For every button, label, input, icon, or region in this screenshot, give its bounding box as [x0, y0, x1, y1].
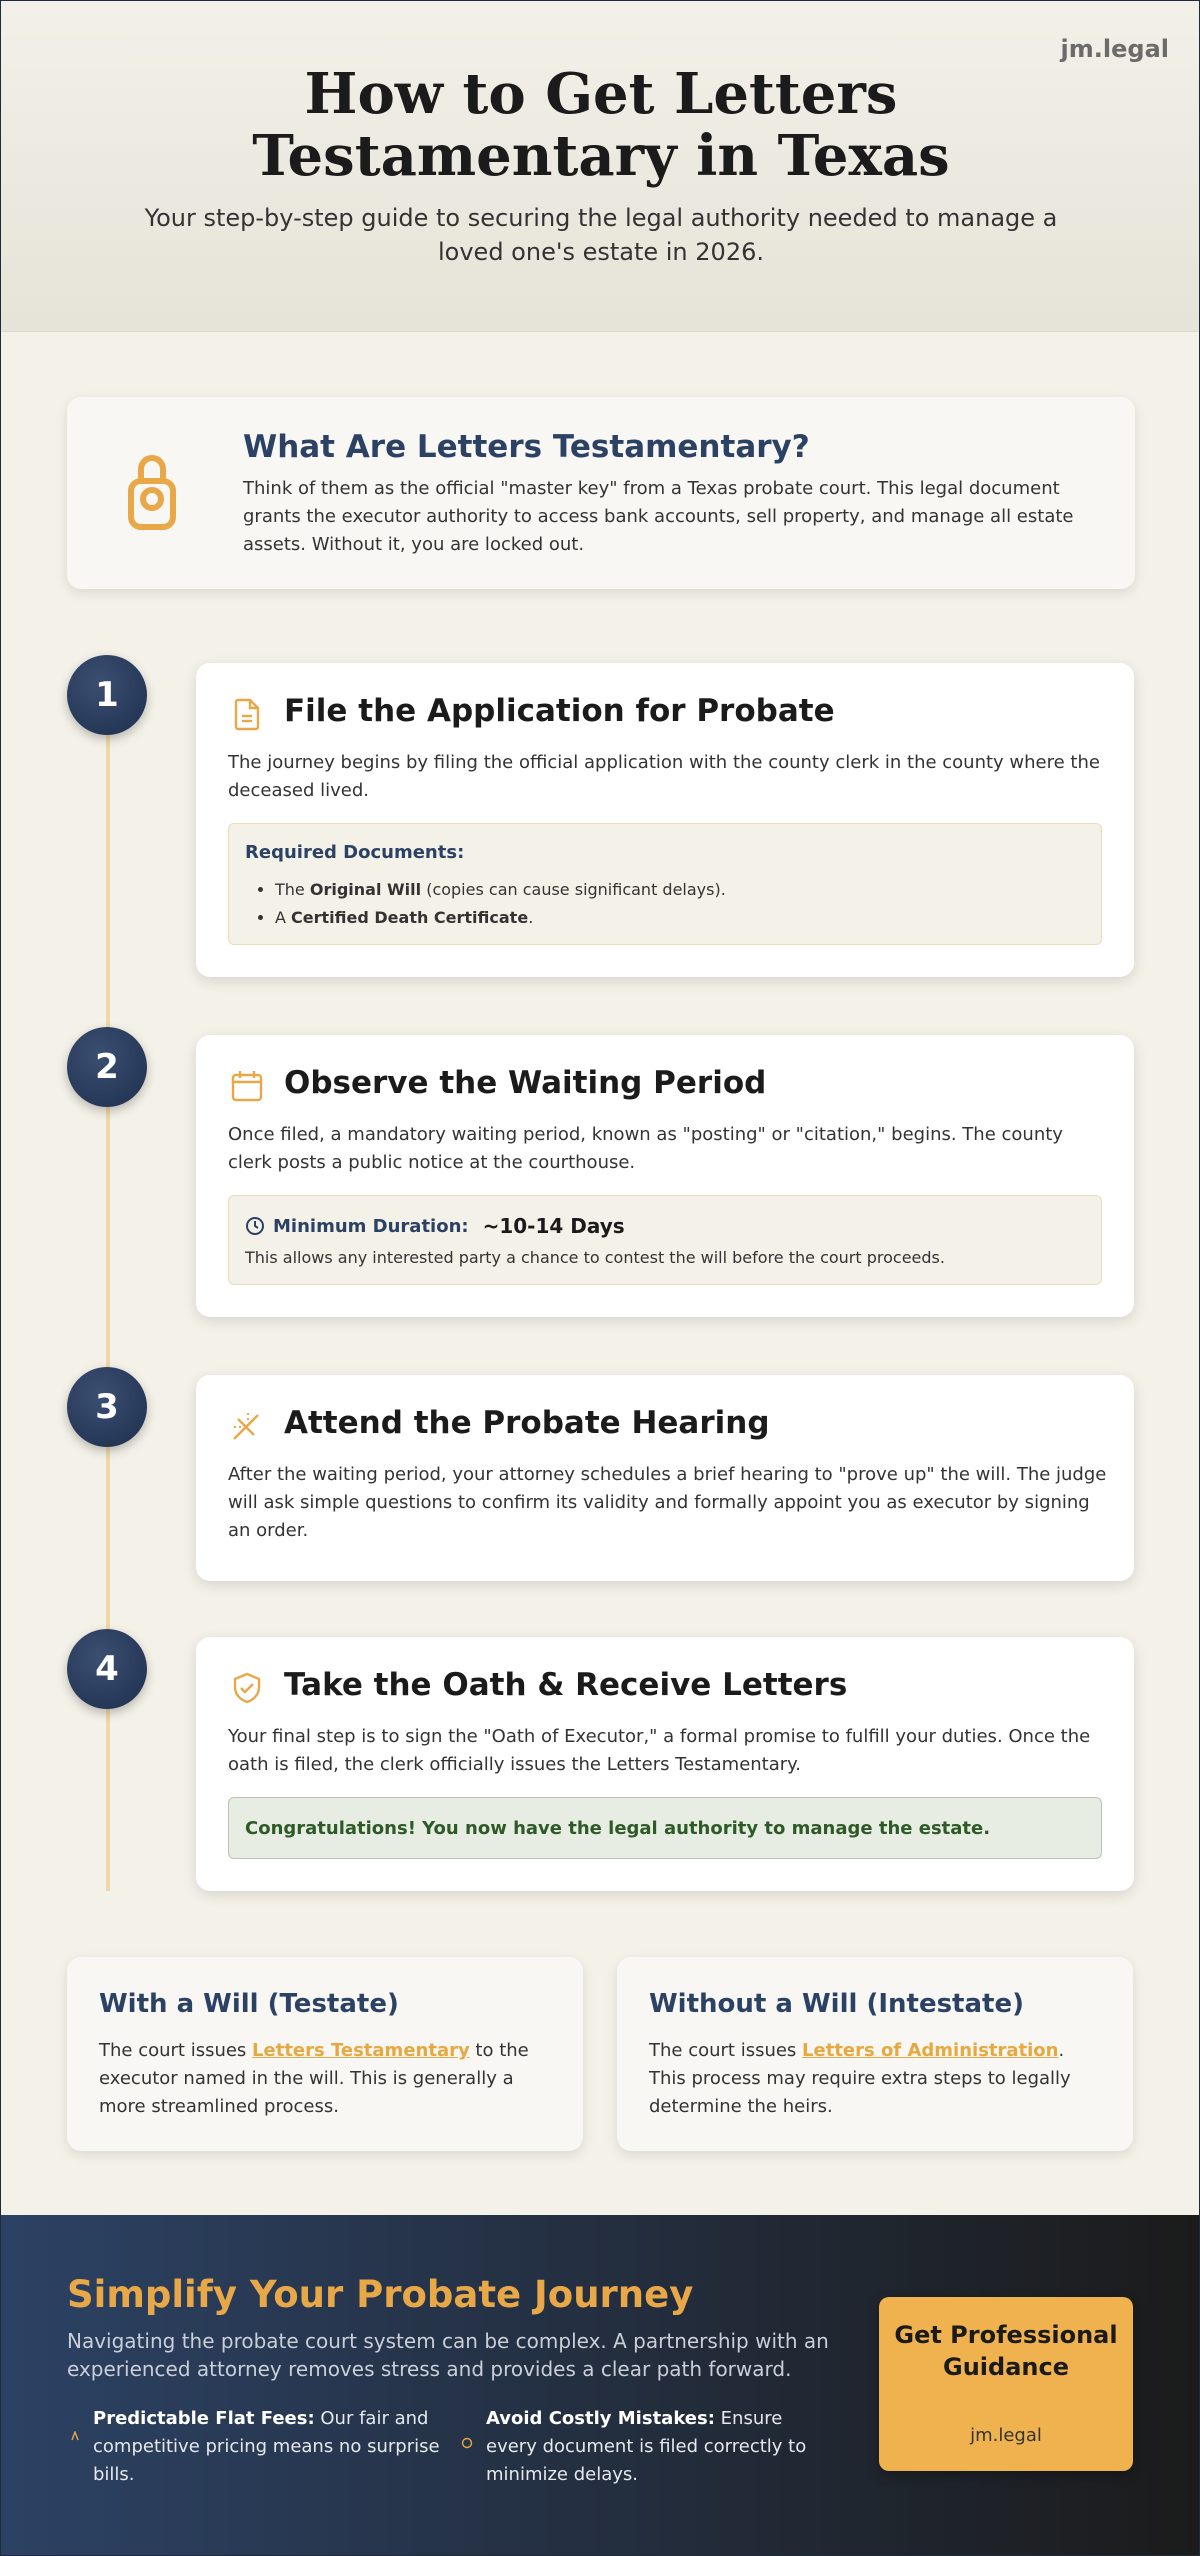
- letters-testamentary-link[interactable]: Letters Testamentary: [252, 2040, 470, 2061]
- required-documents-list: [275, 876, 726, 932]
- get-guidance-button[interactable]: [879, 2297, 1133, 2471]
- list-item: • The Original Will (copies can cause significant delays).: [275, 876, 726, 904]
- step-3-number: 3: [67, 1367, 147, 1447]
- duration-note: This allows any interested party a chance to contest the will before the court proceeds.: [245, 1248, 945, 1267]
- footer-description: Navigating the probate court system can be complex. A partnership with an experienced attorney removes stress and provides a clear path forward.: [67, 2329, 829, 2381]
- with-will-title: With a Will (Testate): [99, 1989, 399, 2019]
- page-header: [1, 1, 1199, 332]
- duration-value: ~10-14 Days: [482, 1214, 625, 1238]
- duration-box: [228, 1195, 1102, 1285]
- cta-label: Get Professional Guidance: [894, 2321, 1118, 2381]
- cta-brand: jm.legal: [970, 2425, 1042, 2446]
- without-will-title: Without a Will (Intestate): [649, 1989, 1024, 2019]
- brand-logo[interactable]: jm.legal: [1060, 35, 1169, 63]
- required-documents-box: [228, 823, 1102, 945]
- congratulations-banner: Congratulations! You now have the legal authority to manage the estate.: [228, 1797, 1102, 1859]
- timeline-line: [106, 701, 110, 1891]
- without-will-text: The court issues Letters of Administration. This process may require extra steps to legally determine the heirs.: [649, 2040, 1071, 2117]
- feature-flat-fees: Predictable Flat Fees: Our fair and competitive pricing means no surprise bills.: [93, 2408, 440, 2485]
- step-1-title: File the Application for Probate: [284, 693, 835, 729]
- tag-icon: [71, 2431, 79, 2441]
- gavel-icon: [230, 1409, 264, 1443]
- step-1-number: 1: [67, 655, 147, 735]
- without-will-card: [617, 1957, 1133, 2151]
- step-1-description: The journey begins by filing the official application with the county clerk in the county where the deceased lived.: [228, 752, 1100, 801]
- target-icon: [461, 2437, 473, 2449]
- step-1-card: [196, 663, 1134, 977]
- step-2-description: Once filed, a mandatory waiting period, known as "posting" or "citation," begins. The county clerk posts a public notice at the courthouse.: [228, 1124, 1063, 1173]
- footer-cta-section: [1, 2215, 1199, 2555]
- step-2-card: [196, 1035, 1134, 1317]
- step-4-description: Your final step is to sign the "Oath of Executor," a formal promise to fulfill your duties. Once the oath is filed, the clerk officially issues the Letters Testamentary.: [228, 1726, 1091, 1775]
- step-2-number: 2: [67, 1027, 147, 1107]
- list-item: • A Certified Death Certificate.: [275, 904, 726, 932]
- clock-icon: [245, 1216, 265, 1236]
- page-title: How to Get Letters Testamentary in Texas: [252, 61, 950, 189]
- intro-heading: What Are Letters Testamentary?: [243, 429, 810, 465]
- step-3-description: After the waiting period, your attorney schedules a brief hearing to "prove up" the will. The judge will ask simple questions to confirm its validity and formally appoint you as executor by signing an order.: [228, 1464, 1107, 1541]
- step-3-title: Attend the Probate Hearing: [284, 1405, 770, 1441]
- step-2-title: Observe the Waiting Period: [284, 1065, 767, 1101]
- intro-card: [67, 397, 1135, 589]
- duration-label: Minimum Duration:: [273, 1215, 469, 1237]
- required-documents-title: Required Documents:: [245, 842, 465, 863]
- lock-icon: [121, 453, 183, 533]
- step-4-title: Take the Oath & Receive Letters: [284, 1667, 848, 1703]
- intro-text: Think of them as the official "master key" from a Texas probate court. This legal document grants the executor authority to access bank accounts, sell property, and manage all estate assets. Without it, you are locked out.: [243, 478, 1074, 555]
- step-4-number: 4: [67, 1629, 147, 1709]
- step-4-card: [196, 1637, 1134, 1891]
- letters-of-administration-link[interactable]: Letters of Administration: [802, 2040, 1059, 2061]
- document-icon: [230, 697, 264, 731]
- shield-check-icon: [230, 1671, 264, 1705]
- page-subtitle: Your step-by-step guide to securing the legal authority needed to manage a loved one's estate in 2026.: [144, 204, 1058, 266]
- footer-heading: Simplify Your Probate Journey: [67, 2273, 694, 2316]
- with-will-text: The court issues Letters Testamentary to the executor named in the will. This is generally a more streamlined process.: [99, 2040, 529, 2117]
- calendar-icon: [230, 1069, 264, 1103]
- step-3-card: [196, 1375, 1134, 1581]
- with-will-card: [67, 1957, 583, 2151]
- feature-avoid-mistakes: Avoid Costly Mistakes: Ensure every document is filed correctly to minimize delays.: [486, 2408, 807, 2485]
